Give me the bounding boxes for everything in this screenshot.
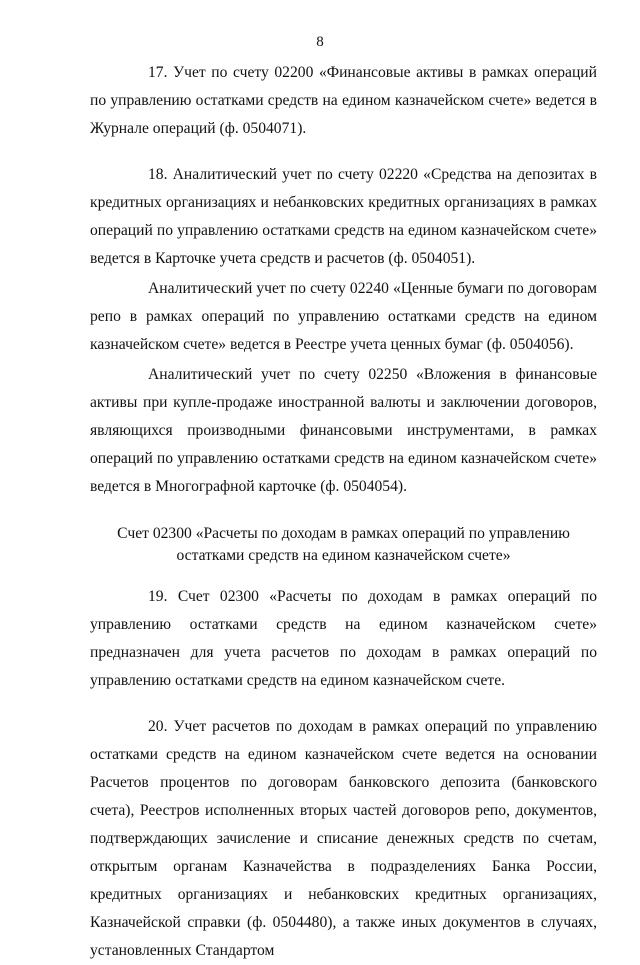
paragraph-20: 20. Учет расчетов по доходам в рамках операций по управлению остатками средств на едином казначейском счете ведется на основании Расчетов процентов по договорам банковского депозита (банковского счета), Реестров исполненных вторых частей договоров репо, документов, подтверждающих зачисление и списание денежных средств по счетам, открытым органам Казначейства в подразделениях Банка России, кредитных организациях и небанковских кредитных организациях, Казначейской справки (ф. 0504480), а также иных документов в случаях, установленных Стандартом (90, 718, 597, 959)
document-body (90, 59, 597, 965)
section-heading-line-1: Счет 02300 «Расчеты по доходам в рамках операций по управлению (117, 525, 570, 542)
paragraph-account-02250: Аналитический учет по счету 02250 «Вложения в финансовые активы при купле-продаже иностранной валюты и заключении договоров, являющихся производными финансовыми инструментами, в рамках операций по управлению остатками средств на едином казначейском счете» ведется в Многографной карточке (ф. 0504054). (90, 366, 597, 495)
paragraph-account-02240: Аналитический учет по счету 02240 «Ценные бумаги по договорам репо в рамках операций по управлению остатками средств на едином казначейском счете» ведется в Реестре учета ценных бумаг (ф. 0504056). (90, 280, 597, 353)
page-number: 8 (316, 34, 324, 50)
section-heading (90, 523, 597, 567)
section-heading-line-2: остатками средств на едином казначейском счете» (176, 547, 511, 564)
paragraph-19: 19. Счет 02300 «Расчеты по доходам в рамках операций по управлению остатками средств на едином казначейском счете» предназначен для учета расчетов по доходам в рамках операций по управлению остатками средств на едином казначейском счете. (90, 588, 597, 689)
paragraph-17: 17. Учет по счету 02200 «Финансовые активы в рамках операций по управлению остатками средств на едином казначейском счете» ведется в Журнале операций (ф. 0504071). (90, 64, 597, 137)
paragraph-18: 18. Аналитический учет по счету 02220 «Средства на депозитах в кредитных организациях и небанковских кредитных организациях в рамках операций по управлению остатками средств на едином казначейском счете» ведется в Карточке учета средств и расчетов (ф. 0504051). (90, 166, 597, 267)
